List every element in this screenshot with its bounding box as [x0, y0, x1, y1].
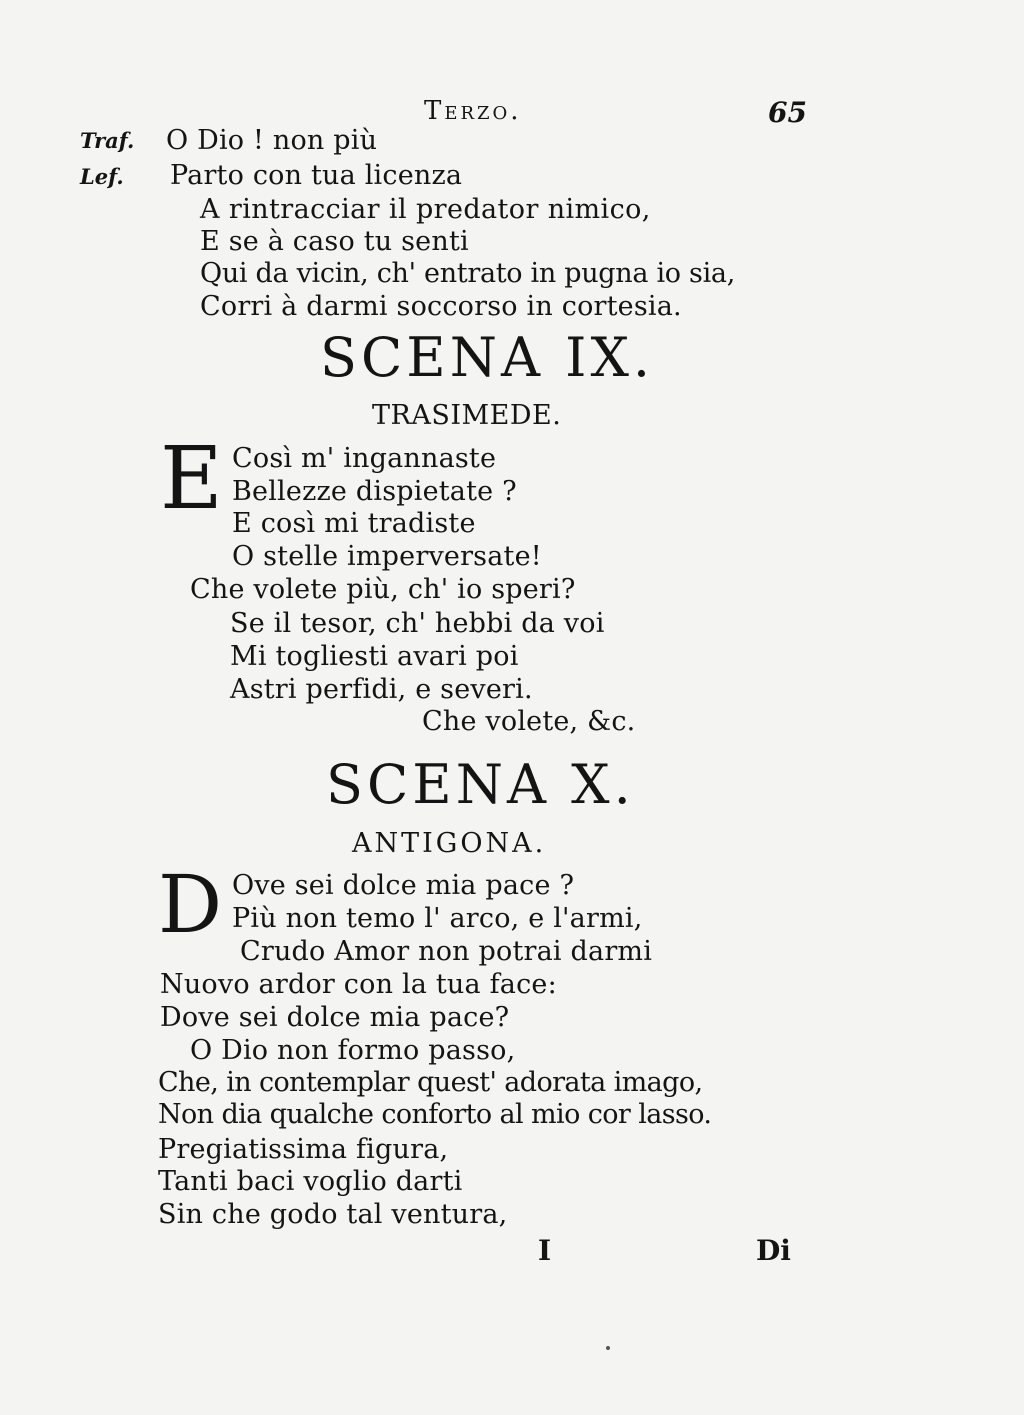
- drop-cap: D: [158, 858, 223, 951]
- verse-line: E così mi tradiste: [232, 508, 476, 539]
- speaker-label: Traf.: [80, 128, 135, 153]
- verse-line: Sin che godo tal ventura,: [158, 1199, 508, 1230]
- verse-line: Pregiatissima figura,: [158, 1134, 449, 1165]
- scene-heading: SCENA IX.: [320, 326, 655, 389]
- verse-line: Nuovo ardor con la tua face:: [160, 969, 557, 1000]
- verse-line: Tanti baci voglio darti: [158, 1166, 463, 1197]
- verse-line: Mi togliesti avari poi: [230, 641, 519, 672]
- verse-line: E se à caso tu senti: [200, 226, 469, 257]
- verse-line: Che, in contemplar quest' adorata imago,: [158, 1067, 703, 1098]
- scene-heading: SCENA X.: [326, 753, 635, 816]
- verse-line: Dove sei dolce mia pace?: [160, 1002, 510, 1033]
- verse-line: Parto con tua licenza: [170, 160, 463, 191]
- signature-mark: I: [538, 1234, 552, 1267]
- ink-speck: [606, 1346, 610, 1350]
- verse-line: Ove sei dolce mia pace ?: [232, 870, 575, 901]
- running-title: Terzo.: [424, 96, 522, 126]
- character-name: TRASIMEDE.: [372, 400, 562, 431]
- verse-line: Crudo Amor non potrai darmi: [240, 936, 653, 967]
- verse-line: Che volete, &c.: [422, 706, 636, 737]
- verse-line: Astri perfidi, e severi.: [230, 674, 533, 705]
- verse-line: Così m' ingannaste: [232, 443, 497, 474]
- character-name: ANTIGONA.: [352, 828, 547, 859]
- verse-line: A rintracciar il predator nimico,: [200, 194, 651, 225]
- drop-cap: E: [160, 429, 223, 529]
- verse-line: Corri à darmi soccorso in cortesia.: [200, 291, 682, 322]
- verse-line: Se il tesor, ch' hebbi da voi: [230, 608, 605, 639]
- verse-line: O stelle imperversate!: [232, 541, 542, 572]
- verse-line: Qui da vicin, ch' entrato in pugna io sia,: [200, 258, 736, 289]
- page-number: 65: [768, 96, 807, 129]
- catchword: Di: [756, 1234, 791, 1267]
- verse-line: O Dio non formo passo,: [190, 1035, 516, 1066]
- speaker-label: Lef.: [80, 164, 124, 189]
- verse-line: Che volete più, ch' io speri?: [190, 574, 576, 605]
- verse-line: O Dio ! non più: [166, 125, 378, 156]
- verse-line: Non dia qualche conforto al mio cor lasso.: [158, 1099, 712, 1130]
- verse-line: Più non temo l' arco, e l'armi,: [232, 903, 643, 934]
- verse-line: Bellezze dispietate ?: [232, 476, 517, 507]
